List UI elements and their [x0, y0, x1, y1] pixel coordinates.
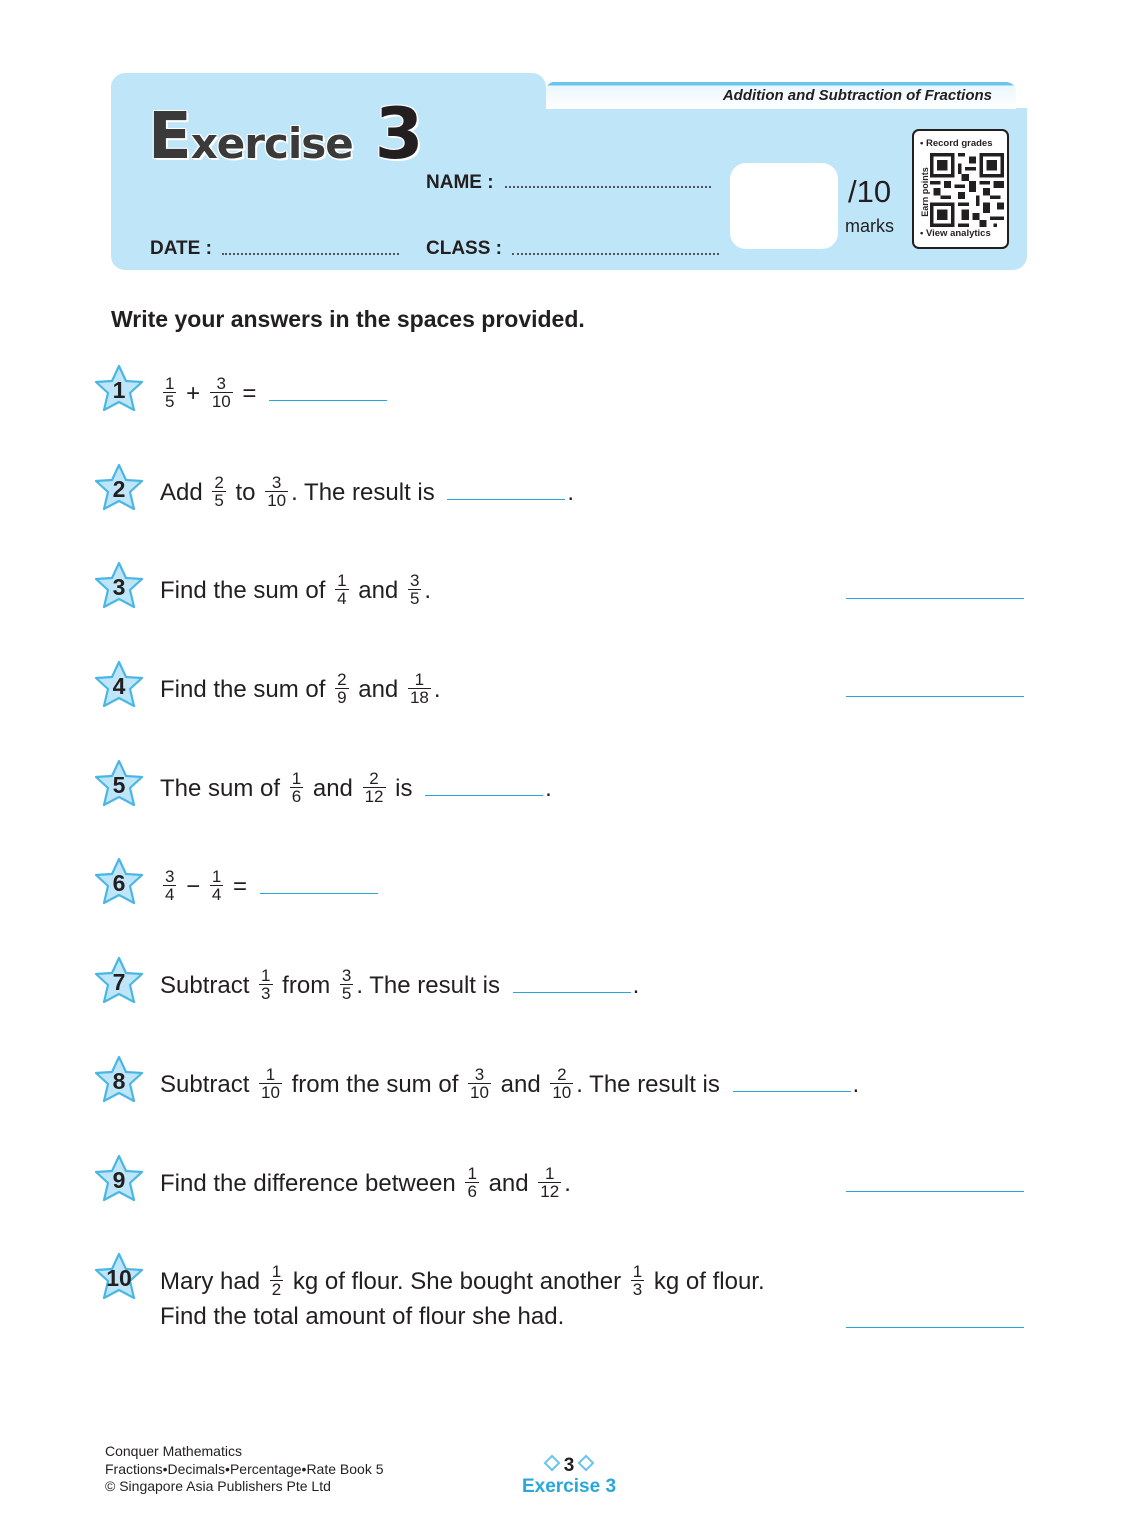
question-number-badge	[92, 659, 146, 711]
question-number: 5	[112, 772, 126, 798]
question-number: 1	[112, 377, 126, 403]
answer-line[interactable]	[846, 597, 1024, 599]
numerator: 1	[467, 1164, 477, 1183]
qr-top-label: • Record grades	[920, 138, 993, 149]
answer-blank[interactable]	[447, 498, 565, 500]
answer-line[interactable]	[846, 695, 1024, 697]
question-text-segment: −	[179, 872, 207, 900]
fraction	[363, 770, 386, 805]
fraction	[468, 1066, 491, 1101]
question-number-badge	[92, 758, 146, 810]
question-number: 6	[112, 870, 126, 896]
answer-line[interactable]	[846, 1190, 1024, 1192]
denominator: 3	[261, 984, 271, 1003]
answer-line[interactable]	[846, 1326, 1024, 1328]
numerator: 1	[265, 1065, 276, 1084]
answer-blank[interactable]	[425, 794, 543, 796]
exercise-word-initial: E	[148, 100, 191, 174]
exercise-word-rest: xercise	[190, 119, 353, 168]
fraction	[259, 1066, 282, 1101]
question-text-segment: +	[179, 379, 207, 407]
question-text-segment: Find the sum of	[160, 576, 333, 604]
denominator: 12	[364, 787, 384, 806]
fraction	[163, 868, 176, 903]
numerator: 2	[557, 1065, 567, 1084]
numerator: 2	[369, 769, 379, 788]
class-field[interactable]	[512, 253, 719, 255]
numerator: 1	[165, 374, 175, 393]
numerator: 1	[291, 769, 302, 788]
score-unit: marks	[845, 216, 894, 236]
question-number-badge	[92, 856, 146, 908]
question-text-segment: kg of flour. She bought another	[286, 1267, 628, 1295]
numerator: 3	[271, 473, 282, 492]
question-number-badge	[92, 1153, 146, 1205]
denominator: 10	[267, 491, 287, 510]
question-text-segment: .	[852, 1070, 860, 1098]
question-text-segment: and	[493, 1070, 548, 1098]
denominator: 4	[165, 885, 175, 904]
question-number-badge	[92, 462, 146, 514]
fraction	[290, 770, 303, 805]
question-text-segment: =	[226, 872, 254, 900]
question-text-segment: and	[306, 774, 360, 802]
denominator: 18	[409, 688, 429, 707]
question-text	[160, 1262, 765, 1300]
numerator: 1	[271, 1262, 282, 1281]
qr-code-icon	[928, 153, 1006, 227]
question-number: 2	[112, 476, 126, 502]
fraction	[163, 375, 176, 410]
question-text-segment: from	[275, 971, 337, 999]
question-text	[160, 966, 640, 1004]
question-text-segment: and	[351, 675, 405, 703]
qr-bottom-label: • View analytics	[920, 228, 991, 239]
fraction	[550, 1066, 573, 1101]
fraction	[265, 474, 288, 509]
footer-exercise-label: Exercise 3	[521, 1476, 617, 1497]
numerator: 1	[545, 1164, 555, 1183]
question-text	[160, 867, 380, 905]
diamond-icon	[543, 1455, 560, 1472]
numerator: 1	[261, 966, 271, 985]
name-label: NAME :	[426, 172, 494, 193]
question-text-segment: Subtract	[160, 1070, 257, 1098]
question-text-segment: The sum of	[160, 774, 287, 802]
diamond-icon	[578, 1455, 595, 1472]
numerator: 3	[474, 1065, 485, 1084]
question-number: 8	[112, 1068, 126, 1094]
question-text-segment: Mary had	[160, 1267, 267, 1295]
question-number: 10	[106, 1265, 132, 1291]
question-text	[160, 374, 389, 412]
answer-blank[interactable]	[513, 991, 631, 993]
numerator: 3	[341, 966, 352, 985]
question-text-segment: . The result is	[576, 1070, 727, 1098]
question-text-segment: Find the sum of	[160, 675, 333, 703]
question-number-badge	[92, 363, 146, 415]
fraction	[631, 1263, 644, 1298]
fraction	[210, 868, 223, 903]
class-label: CLASS :	[426, 238, 502, 259]
question-text	[160, 670, 441, 708]
fraction	[538, 1165, 561, 1200]
exercise-number: 3	[374, 93, 423, 175]
book-title: Fractions•Decimals•Percentage•Rate Book 5	[105, 1460, 384, 1477]
page-number: 3	[563, 1455, 575, 1476]
fraction	[270, 1263, 283, 1298]
qr-side-label: Earn points	[919, 167, 930, 217]
denominator: 10	[552, 1083, 572, 1102]
qr-card[interactable]	[912, 129, 1009, 249]
numerator: 1	[211, 867, 222, 886]
denominator: 5	[341, 984, 352, 1003]
question-number-badge	[92, 1251, 146, 1303]
exercise-title	[148, 93, 423, 175]
topic-title: Addition and Subtraction of Fractions	[722, 87, 992, 104]
question-text-segment: Add	[160, 478, 210, 506]
denominator: 6	[291, 787, 302, 806]
numerator: 1	[632, 1262, 643, 1281]
question-number: 7	[112, 969, 126, 995]
date-field[interactable]	[222, 253, 399, 255]
question-text-segment: . The result is	[291, 478, 442, 506]
numerator: 2	[214, 473, 224, 492]
denominator: 10	[211, 392, 231, 411]
denominator: 4	[211, 885, 222, 904]
question-text-segment: is	[388, 774, 420, 802]
denominator: 10	[261, 1083, 280, 1102]
numerator: 1	[414, 670, 425, 689]
denominator: 12	[540, 1182, 560, 1201]
fraction	[408, 572, 421, 607]
question-number-badge	[92, 560, 146, 612]
answer-blank[interactable]	[733, 1090, 851, 1092]
fraction	[212, 474, 225, 509]
question-text	[160, 769, 552, 807]
question-text-segment: . The result is	[356, 971, 507, 999]
question-text-segment: .	[424, 576, 432, 604]
denominator: 4	[337, 589, 347, 608]
question-text	[160, 1164, 571, 1202]
denominator: 3	[632, 1280, 643, 1299]
question-text-segment: and	[351, 576, 405, 604]
numerator: 3	[409, 571, 420, 590]
fraction	[335, 572, 348, 607]
fraction	[335, 671, 348, 706]
score-box[interactable]	[730, 163, 838, 249]
question-number: 3	[112, 574, 126, 600]
question-number-badge	[92, 1054, 146, 1106]
denominator: 2	[271, 1280, 282, 1299]
numerator: 3	[216, 374, 227, 393]
answer-blank[interactable]	[260, 892, 378, 894]
question-text-segment: Subtract	[160, 971, 257, 999]
question-number: 4	[112, 673, 126, 699]
question-number-badge	[92, 955, 146, 1007]
question-text-segment: kg of flour.	[647, 1267, 765, 1295]
score-total: /10	[848, 174, 892, 209]
answer-blank[interactable]	[269, 399, 387, 401]
denominator: 5	[214, 491, 224, 510]
question-text	[160, 1065, 860, 1103]
numerator: 3	[165, 867, 175, 886]
exercise-word	[148, 100, 353, 174]
question-text-segment: .	[545, 774, 552, 802]
denominator: 5	[165, 392, 175, 411]
denominator: 10	[470, 1083, 489, 1102]
denominator: 5	[409, 589, 420, 608]
denominator: 9	[337, 688, 347, 707]
question-text-segment: Find the difference between	[160, 1169, 463, 1197]
question-text	[160, 473, 575, 511]
question-text-segment: .	[632, 971, 640, 999]
numerator: 2	[337, 670, 347, 689]
fraction	[465, 1165, 478, 1200]
page-footer	[500, 1455, 638, 1498]
book-series: Conquer Mathematics	[105, 1443, 242, 1459]
date-label: DATE :	[150, 238, 212, 259]
numerator: 1	[337, 571, 347, 590]
question-text-segment: to	[228, 478, 263, 506]
fraction	[259, 967, 272, 1002]
fraction	[408, 671, 431, 706]
question-text-segment: =	[235, 379, 264, 407]
denominator: 6	[467, 1182, 477, 1201]
question-text-segment: and	[481, 1169, 536, 1197]
copyright: © Singapore Asia Publishers Pte Ltd	[105, 1478, 331, 1494]
fraction	[210, 375, 233, 410]
fraction	[340, 967, 353, 1002]
question-text-segment: from the sum of	[284, 1070, 466, 1098]
instruction: Write your answers in the spaces provided.	[111, 306, 585, 332]
question-text-segment: .	[564, 1169, 571, 1197]
book-credits	[105, 1443, 384, 1496]
question-text	[160, 571, 432, 609]
question-number: 9	[112, 1167, 126, 1193]
question-text-segment: .	[567, 478, 575, 506]
question-text-line2: Find the total amount of flour she had.	[160, 1303, 565, 1330]
question-text-segment: .	[433, 675, 441, 703]
name-field[interactable]	[505, 186, 711, 188]
